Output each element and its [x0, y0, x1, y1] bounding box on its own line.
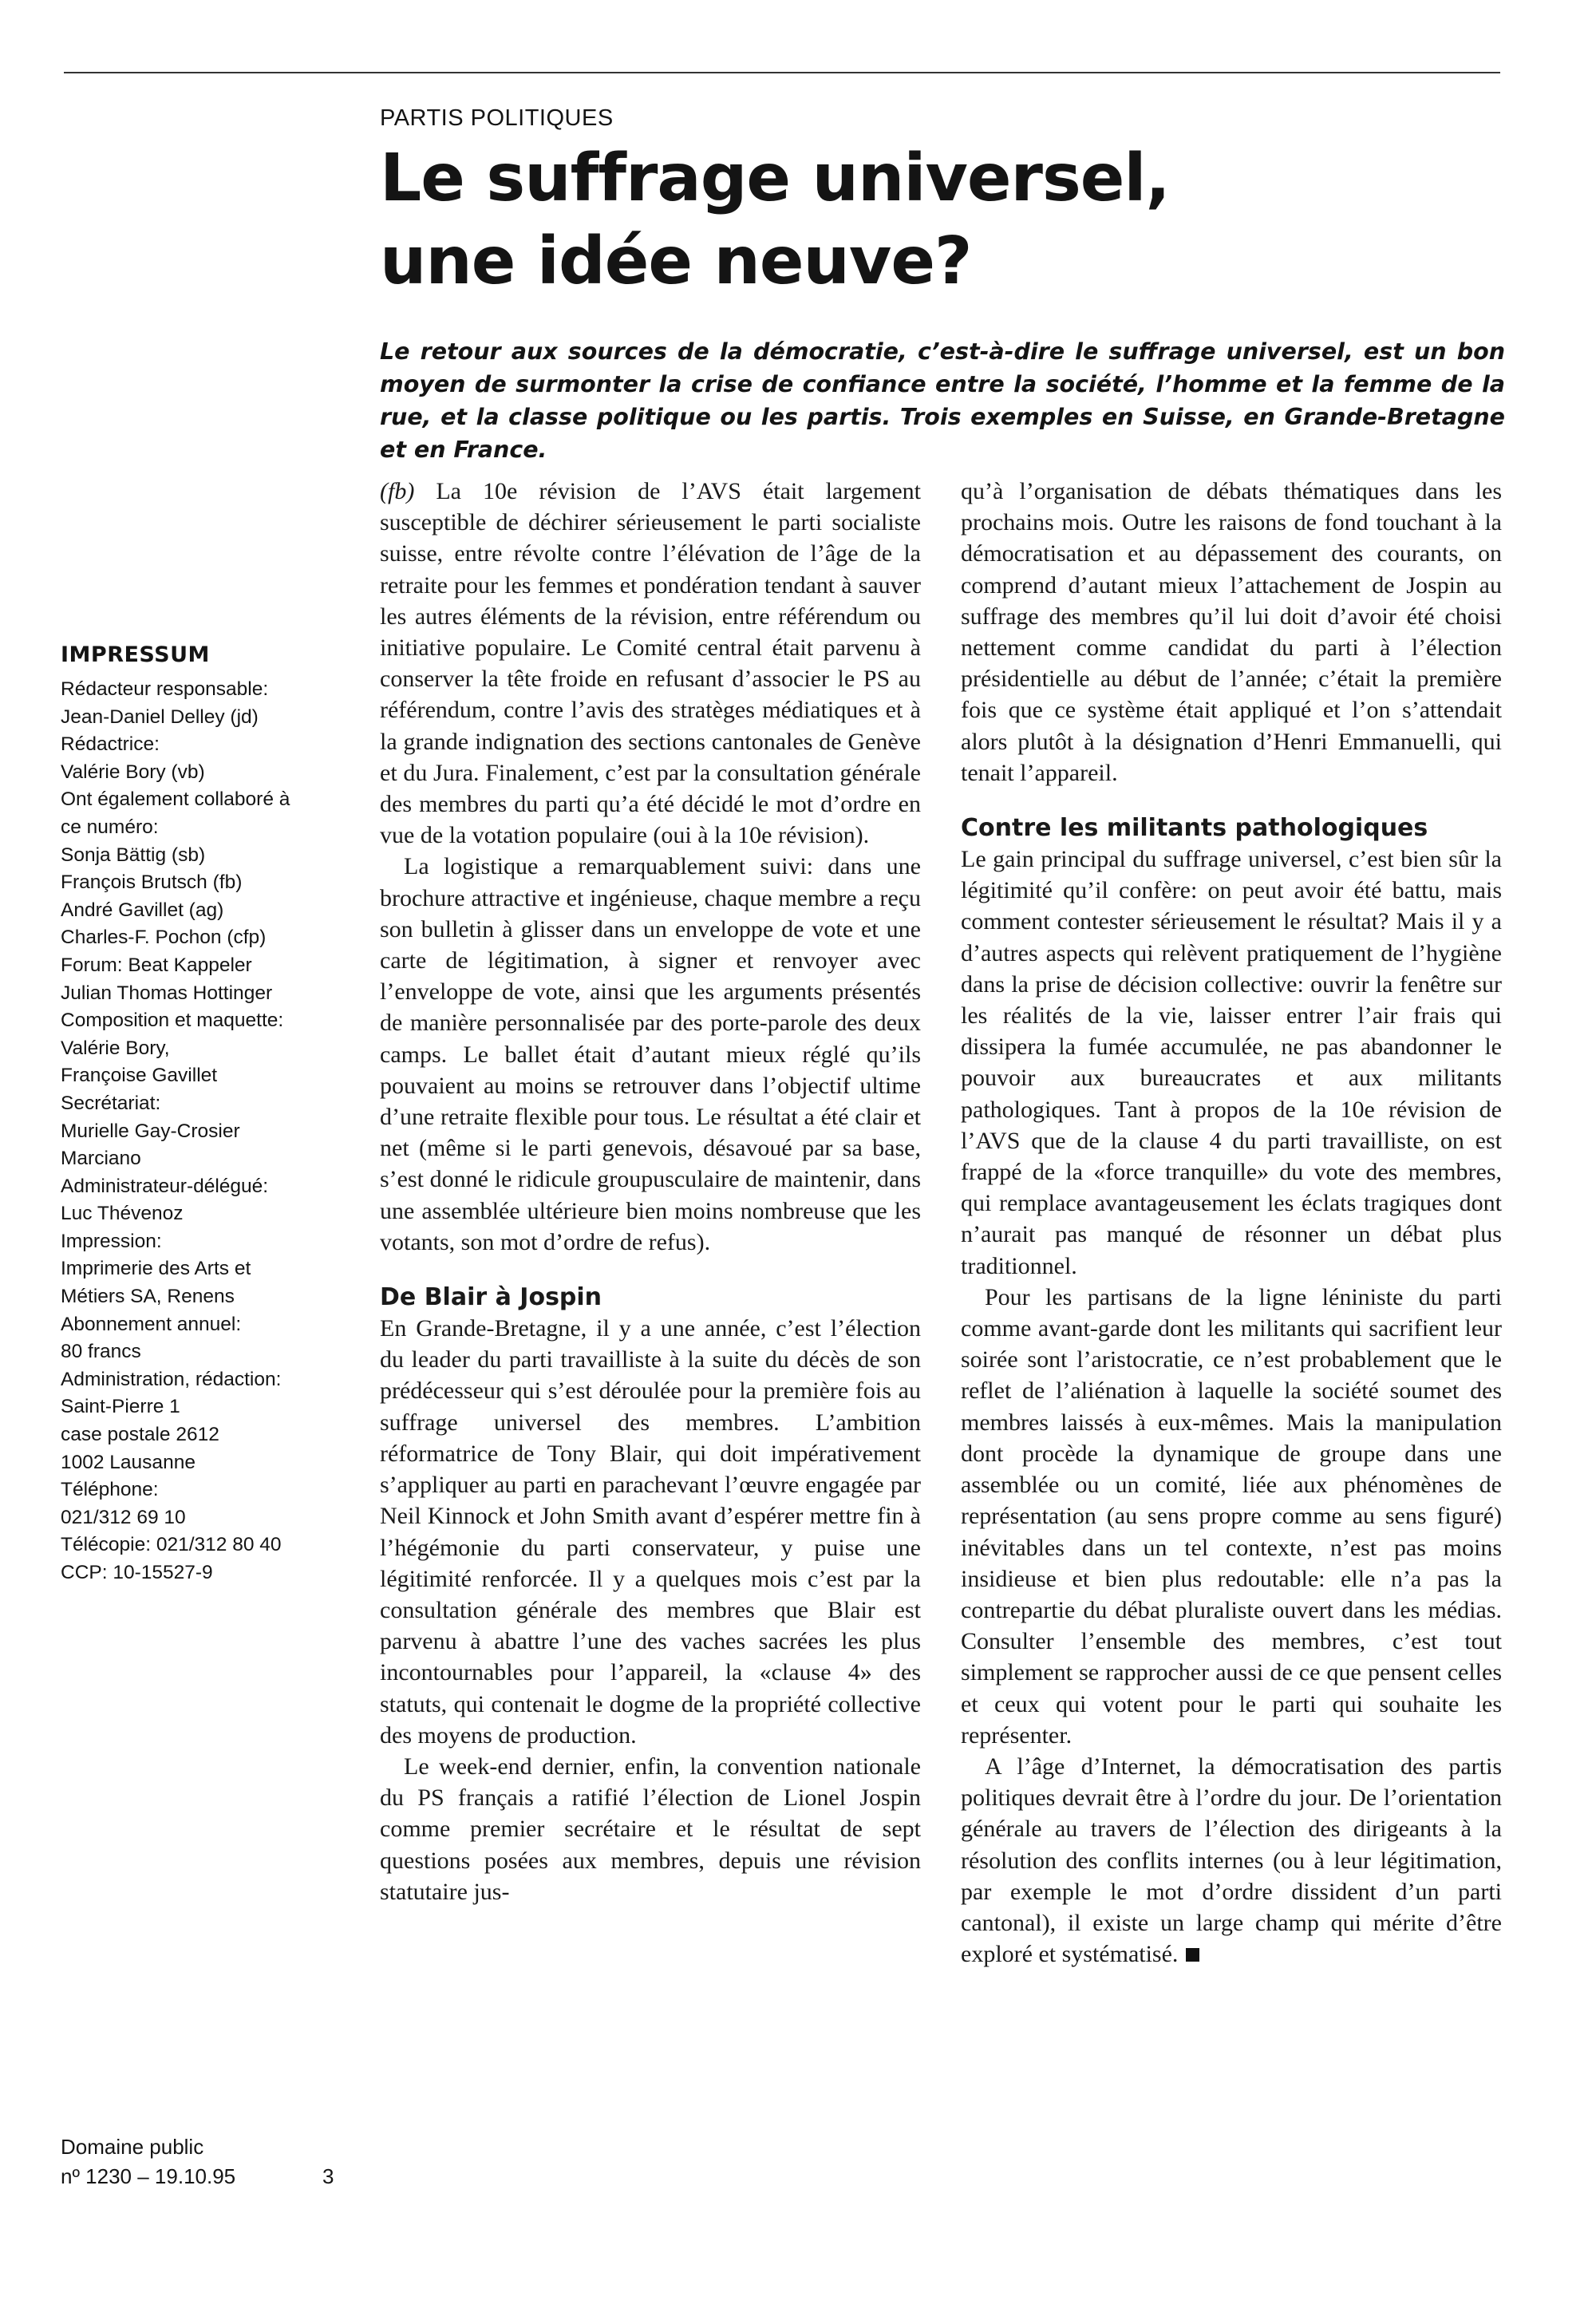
publication-name: Domaine public — [61, 2135, 204, 2159]
impressum-line: André Gavillet (ag) — [61, 899, 224, 921]
paragraph: Le week-end dernier, enfin, la convention nationale du PS français a ratifié l’élection de Lionel Jospin comme premier secrétaire et le résultat de sept questions posées aux membres, depuis une révision statutaire jus- — [380, 1753, 921, 1905]
article-column-2 — [961, 476, 1502, 1970]
impressum-lines — [61, 676, 348, 1587]
subheading: De Blair à Jospin — [380, 1283, 602, 1312]
article-headline — [380, 137, 1497, 303]
impressum-box — [61, 641, 348, 1587]
impressum-line: Télécopie: 021/312 80 40 — [61, 1534, 282, 1556]
paragraph-text: La 10e révision de l’AVS était largement susceptible de déchirer sérieusement le parti socialiste suisse, entre révolte contre l’élévation de l’âge de la retraite pour les femmes et pondération tendant à sauver les autres éléments de la révision, entre référendum ou initiative populaire. Le Comité central était parvenu à conserver la tête froide en refusant d’associer le PS au référendum, contre l’avis des stratèges médiatiques et à la grande indignation des sections cantonales de Genève et du Jura. Finalement, c’est par la consultation générale des membres du parti qu’a été décidé le mot d’ordre en vue de la votation populaire (oui à la 10e révision). — [380, 478, 921, 849]
impressum-line: Rédacteur responsable: — [61, 678, 269, 700]
impressum-line: Marciano — [61, 1148, 141, 1170]
paragraph: Pour les partisans de la ligne léniniste du parti comme avant-garde dont les militants qui sacrifient leur soirée sont l’aristocratie, ce n’est probablement que le reflet de l’aliénation à laquelle la société soumet des membres laissés à eux-mêmes. Mais la manipulation dont procède la dynamique de groupe dans une assemblée ou un comité, liée aux phénomènes de représentation (au sens propre comme au sens figuré) inévitables dans un tel contexte, n’est pas moins insidieuse et bien plus redoutable: elle n’a pas la contrepartie du débat pluraliste ouvert dans les médias. Consulter l’ensemble des membres, c’est tout simplement se rapprocher aussi de ce que pensent celles et ceux qui votent pour le parti qui souhaite les représenter. — [961, 1283, 1502, 1749]
impressum-line: case postale 2612 — [61, 1424, 219, 1446]
issue-info: nº 1230 – 19.10.95 — [61, 2164, 236, 2188]
impressum-line: Jean-Daniel Delley (jd) — [61, 705, 259, 728]
headline-line: Le suffrage universel, — [380, 140, 1170, 216]
impressum-line: Luc Thévenoz — [61, 1203, 184, 1225]
author-initials: (fb) — [380, 478, 415, 504]
article-column-1 — [380, 476, 921, 1907]
impressum-line: Abonnement annuel: — [61, 1313, 242, 1335]
impressum-line: Téléphone: — [61, 1479, 159, 1501]
impressum-line: Sonja Bättig (sb) — [61, 844, 206, 866]
impressum-line: Saint-Pierre 1 — [61, 1396, 180, 1418]
page-number: 3 — [322, 2164, 334, 2188]
paragraph: En Grande-Bretagne, il y a une année, c’est l’élection du leader du parti travailliste à la suite du décès de son prédécesseur qui s’est déroulée pour la première fois au suffrage universel des membres. L’ambition réformatrice de Tony Blair, qui doit impérativement s’appliquer au parti en parachevant l’œuvre engagée par Neil Kinnock et John Smith avant d’espérer mettre fin à l’hégémonie du parti conservateur, y puise une légitimité renforcée. Il y a quelques mois c’est par la consultation générale des membres que Blair est parvenu à abattre l’une des vaches sacrées les plus incontournables pour l’appareil, la «clause 4» des statuts, qui contenait le dogme de la propriété collective des moyens de production. — [380, 1315, 921, 1749]
impressum-line: Ont également collaboré à — [61, 788, 290, 811]
subheading: Contre les militants pathologiques — [961, 814, 1428, 843]
impressum-line: 1002 Lausanne — [61, 1451, 196, 1473]
top-rule — [64, 72, 1500, 73]
impressum-line: François Brutsch (fb) — [61, 871, 243, 894]
impressum-line: Valérie Bory (vb) — [61, 761, 205, 783]
paragraph — [961, 1751, 1502, 1970]
impressum-line: Administration, rédaction: — [61, 1368, 282, 1390]
impressum-line: CCP: 10-15527-9 — [61, 1562, 213, 1583]
impressum-line: Métiers SA, Renens — [61, 1286, 235, 1308]
impressum-line: Administrateur-délégué: — [61, 1175, 269, 1197]
impressum-line: Rédactrice: — [61, 733, 160, 756]
impressum-line: 021/312 69 10 — [61, 1506, 186, 1528]
impressum-line: 80 francs — [61, 1341, 141, 1363]
paragraph: La logistique a remarquablement suivi: dans une brochure attractive et ingénieuse, chaque membre a reçu son bulletin à glisser dans un enveloppe de vote et une carte de légitimation, à signer et renvoyer avec l’enveloppe de vote, ainsi que les arguments présentés de manière personnalisée par des porte-parole des deux camps. Le ballet était d’autant mieux réglé qu’ils pouvaient au moins se retrouver dans l’objectif ultime d’une retraite flexible pour tous. Le résultat a été clair et net (même si le parti genevois, désavoué par sa base, s’est donné le ridicule groupusculaire de maintenir, dans une assemblée ultérieure bien moins nombreuse que les votants, son mot d’ordre de refus). — [380, 853, 921, 1255]
paragraph: Le gain principal du suffrage universel, c’est bien sûr la légitimité qu’il confère: on peut avoir été battu, mais comment contester sérieusement le résultat? Mais il y a d’autres aspects qui relèvent pratiquement de l’hygiène dans la prise de décision collective: ouvrir la fenêtre sur les réalités de la vie, laisser entrer l’air frais qui dissipera la fumée accumulée, ne pas abandonner le pouvoir aux bureaucrates et aux militants pathologiques. Tant à propos de la 10e révision de l’AVS que de la clause 4 du parti travailliste, on est frappé de la «force tranquille» du vote des membres, qui remplace avantageusement les éclats tragiques dont n’aurait pas manqué de résonner un débat plus traditionnel. — [961, 846, 1502, 1279]
impressum-line: Forum: Beat Kappeler — [61, 954, 252, 976]
end-mark-icon — [1186, 1948, 1199, 1962]
paragraph-text: A l’âge d’Internet, la démocratisation des partis politiques devrait être à l’ordre du jour. De l’orientation générale au travers de l’élection des dirigeants à la résolution des conflits internes (ou à leur légitimation, par exemple le mot d’ordre dissident d’un parti cantonal), il existe un large champ qui mérite d’être exploré et systématisé. — [961, 1753, 1502, 1968]
impressum-line: Imprimerie des Arts et — [61, 1258, 251, 1280]
impressum-title: IMPRESSUM — [61, 642, 210, 667]
impressum-line: ce numéro: — [61, 816, 159, 838]
headline-line: une idée neuve? — [380, 223, 972, 299]
impressum-line: Françoise Gavillet — [61, 1065, 218, 1087]
paragraph — [380, 476, 921, 851]
impressum-line: Murielle Gay-Crosier — [61, 1120, 240, 1142]
impressum-line: Julian Thomas Hottinger — [61, 982, 273, 1004]
impressum-line: Impression: — [61, 1230, 162, 1252]
impressum-line: Composition et maquette: — [61, 1010, 284, 1032]
paragraph: qu’à l’organisation de débats thématiques dans les prochains mois. Outre les raisons de fond touchant à la démocratisation et au dépassement des courants, on comprend d’autant mieux l’attachement de Jospin au suffrage des membres qu’il lui doit d’avoir été choisi nettement comme candidat du parti à l’élection présidentielle au début de l’année; c’était la première fois que ce système était appliqué et l’on s’attendait alors plutôt à la désignation d’Henri Emmanuelli, qui tenait l’appareil. — [961, 478, 1502, 786]
page-footer — [61, 2132, 348, 2191]
impressum-line: Charles-F. Pochon (cfp) — [61, 927, 267, 949]
article-lede: Le retour aux sources de la démocratie, c’est-à-dire le suffrage universel, est un bon moyen de surmonter la crise de confiance entre la société, l’homme et la femme de la rue, et la classe politique ou les partis. Trois exemples en Suisse, en Grande-Bretagne et en France. — [380, 338, 1505, 463]
impressum-line: Valérie Bory, — [61, 1037, 170, 1059]
impressum-line: Secrétariat: — [61, 1092, 161, 1114]
section-kicker: PARTIS POLITIQUES — [380, 105, 614, 131]
